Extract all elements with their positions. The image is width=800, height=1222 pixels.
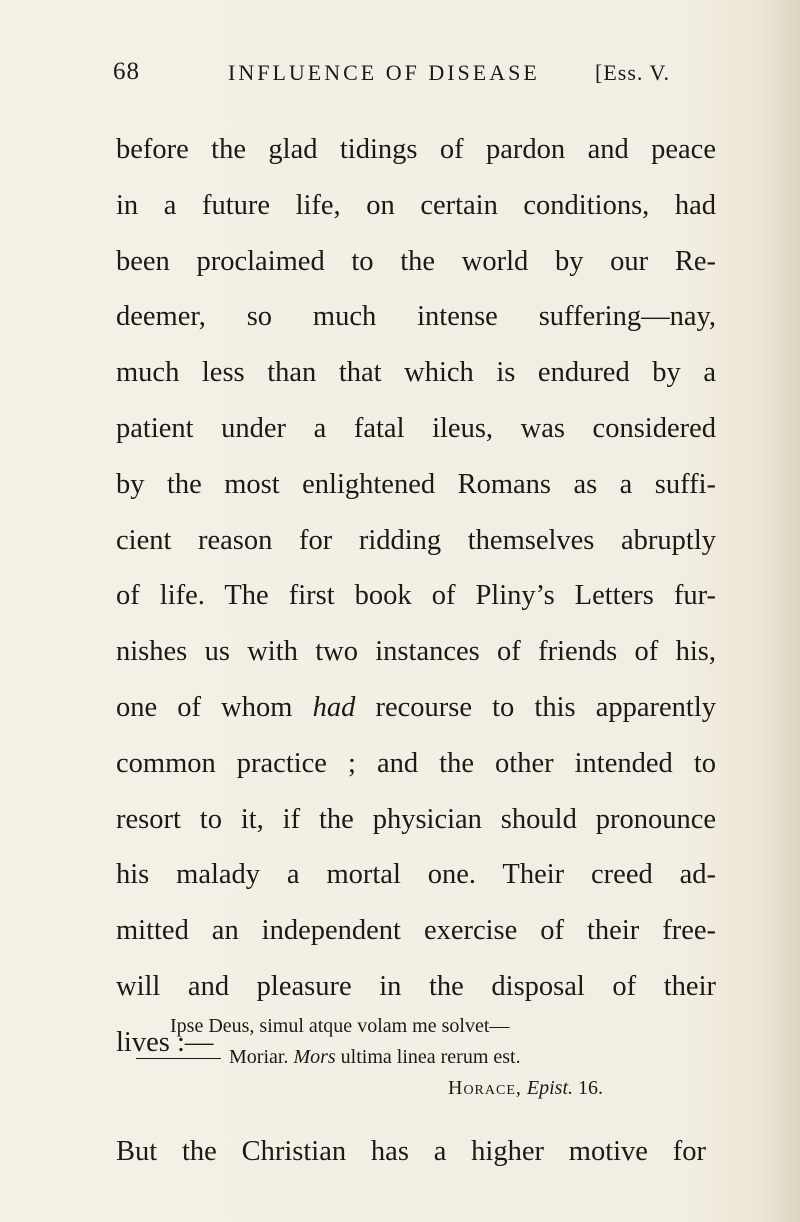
text-line: before the glad tidings of pardon and peace bbox=[116, 134, 716, 165]
text-line: his malady a mortal one. Their creed ad- bbox=[116, 859, 716, 891]
running-header bbox=[113, 58, 713, 98]
text-line: of life. The first book of Pliny’s Letters fur- bbox=[116, 580, 716, 612]
text-line: nishes us with two instances of friends of his, bbox=[116, 636, 716, 668]
continuation-line: But the Christian has a higher motive for bbox=[116, 1136, 706, 1167]
running-title: INFLUENCE OF DISEASE bbox=[228, 60, 540, 85]
text-line: resort to it, if the physician should pronounce bbox=[116, 803, 716, 835]
em-rule bbox=[136, 1058, 221, 1059]
main-paragraph bbox=[116, 122, 716, 1071]
quote-line-2: Moriar. Mors ultima linea rerum est. bbox=[136, 1041, 521, 1073]
text-line: common practice ; and the other intended to bbox=[116, 747, 716, 779]
quote-line-1: Ipse Deus, simul atque volam me solvet— bbox=[170, 1015, 510, 1037]
section-reference: [Ess. V. bbox=[595, 60, 671, 85]
text-line: deemer, so much intense suffering—nay, bbox=[116, 301, 716, 333]
text-line: lives :— bbox=[116, 1026, 214, 1058]
text-line: in a future life, on certain conditions, had bbox=[116, 189, 716, 221]
text-line: patient under a fatal ileus, was considered bbox=[116, 412, 716, 444]
text-line: mitted an independent exercise of their free- bbox=[116, 915, 716, 947]
text-line: been proclaimed to the world by our Re- bbox=[116, 245, 716, 277]
text-line: cient reason for ridding themselves abruptly bbox=[116, 524, 716, 556]
quote-attribution: Horace, Epist. 16. bbox=[448, 1077, 604, 1099]
text-line: by the most enlightened Romans as a suffi- bbox=[116, 468, 716, 500]
italic-emphasis: had bbox=[312, 691, 356, 723]
page-number: 68 bbox=[113, 58, 140, 85]
text-line: will and pleasure in the disposal of their bbox=[116, 970, 716, 1002]
text-line: one of whom had recourse to this apparently bbox=[116, 691, 717, 723]
text-line: much less than that which is endured by a bbox=[116, 357, 716, 389]
